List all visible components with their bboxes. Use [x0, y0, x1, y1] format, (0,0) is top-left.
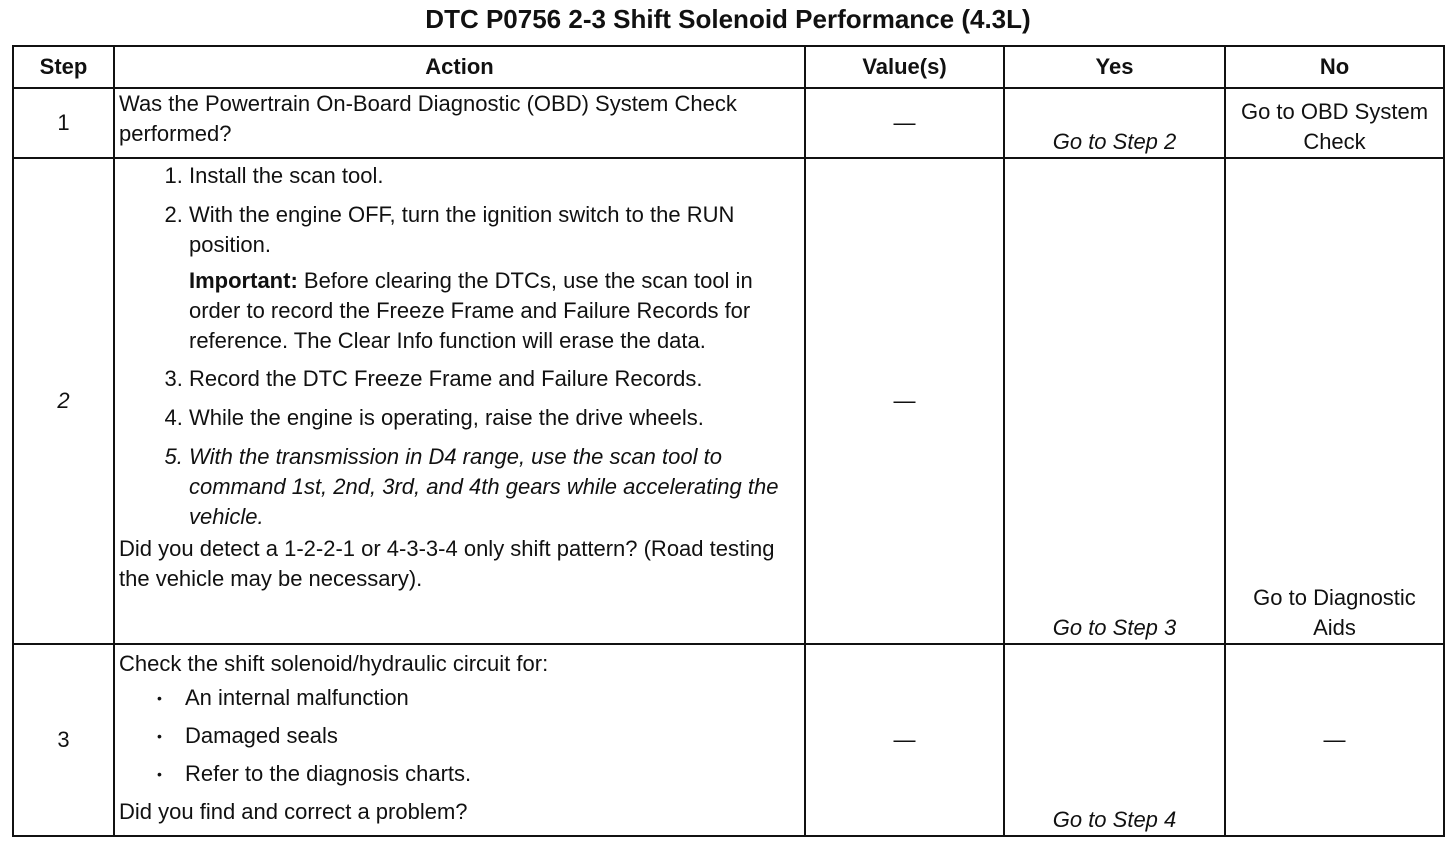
check-list: [119, 683, 800, 789]
document-title: DTC P0756 2-3 Shift Solenoid Performance (4.3L): [425, 4, 1031, 34]
action-cell: [114, 158, 805, 644]
action-cell: [114, 88, 805, 158]
action-intro: Check the shift solenoid/hydraulic circuit for:: [119, 651, 549, 676]
step-number: 3: [13, 644, 114, 836]
list-item: 1. Install the scan tool.: [189, 161, 800, 191]
table-row: [13, 644, 1444, 836]
step-number: 1: [13, 88, 114, 158]
value-cell: —: [805, 88, 1004, 158]
header-step: Step: [13, 46, 114, 88]
list-item: 3. Record the DTC Freeze Frame and Failure Records.: [189, 364, 800, 394]
header-yes: Yes: [1004, 46, 1225, 88]
yes-link[interactable]: Go to Step 3: [1004, 158, 1225, 644]
value-cell: —: [805, 644, 1004, 836]
list-item: 5. With the transmission in D4 range, use the scan tool to command 1st, 2nd, 3rd, and 4th gears while accelerating the vehicle.: [189, 442, 800, 532]
no-link[interactable]: Go to Diagnostic Aids: [1225, 158, 1444, 644]
action-question: Was the Powertrain On-Board Diagnostic (OBD) System Check performed?: [119, 91, 737, 146]
list-item: • Damaged seals: [185, 721, 800, 751]
important-text: Before clearing the DTCs, use the scan tool in order to record the Freeze Frame and Failure Records for reference. The Clear Info function will erase the data.: [189, 268, 753, 353]
table-row: [13, 88, 1444, 158]
list-item-text: With the engine OFF, turn the ignition switch to the RUN position.: [189, 202, 735, 257]
procedure-list-continued: [119, 364, 800, 532]
table-row: [13, 158, 1444, 644]
procedure-list: [119, 161, 800, 260]
yes-link[interactable]: Go to Step 2: [1004, 88, 1225, 158]
step-number: 2: [13, 158, 114, 644]
list-item: • An internal malfunction: [185, 683, 800, 713]
no-value: —: [1225, 644, 1444, 836]
important-label: Important:: [189, 268, 298, 293]
action-question: Did you detect a 1-2-2-1 or 4-3-3-4 only shift pattern? (Road testing the vehicle may be necessary).: [119, 536, 775, 591]
header-action: Action: [114, 46, 805, 88]
yes-link[interactable]: Go to Step 4: [1004, 644, 1225, 836]
list-item: • Refer to the diagnosis charts.: [185, 759, 800, 789]
header-no: No: [1225, 46, 1444, 88]
action-cell: [114, 644, 805, 836]
header-values: Value(s): [805, 46, 1004, 88]
list-item: [189, 200, 800, 260]
important-note: [189, 266, 800, 356]
diagnostic-table: [12, 45, 1445, 837]
action-question: Did you find and correct a problem?: [119, 799, 468, 824]
list-item: 4. While the engine is operating, raise the drive wheels.: [189, 403, 800, 433]
no-link[interactable]: Go to OBD System Check: [1225, 88, 1444, 158]
header-row: [13, 46, 1444, 88]
value-cell: —: [805, 158, 1004, 644]
